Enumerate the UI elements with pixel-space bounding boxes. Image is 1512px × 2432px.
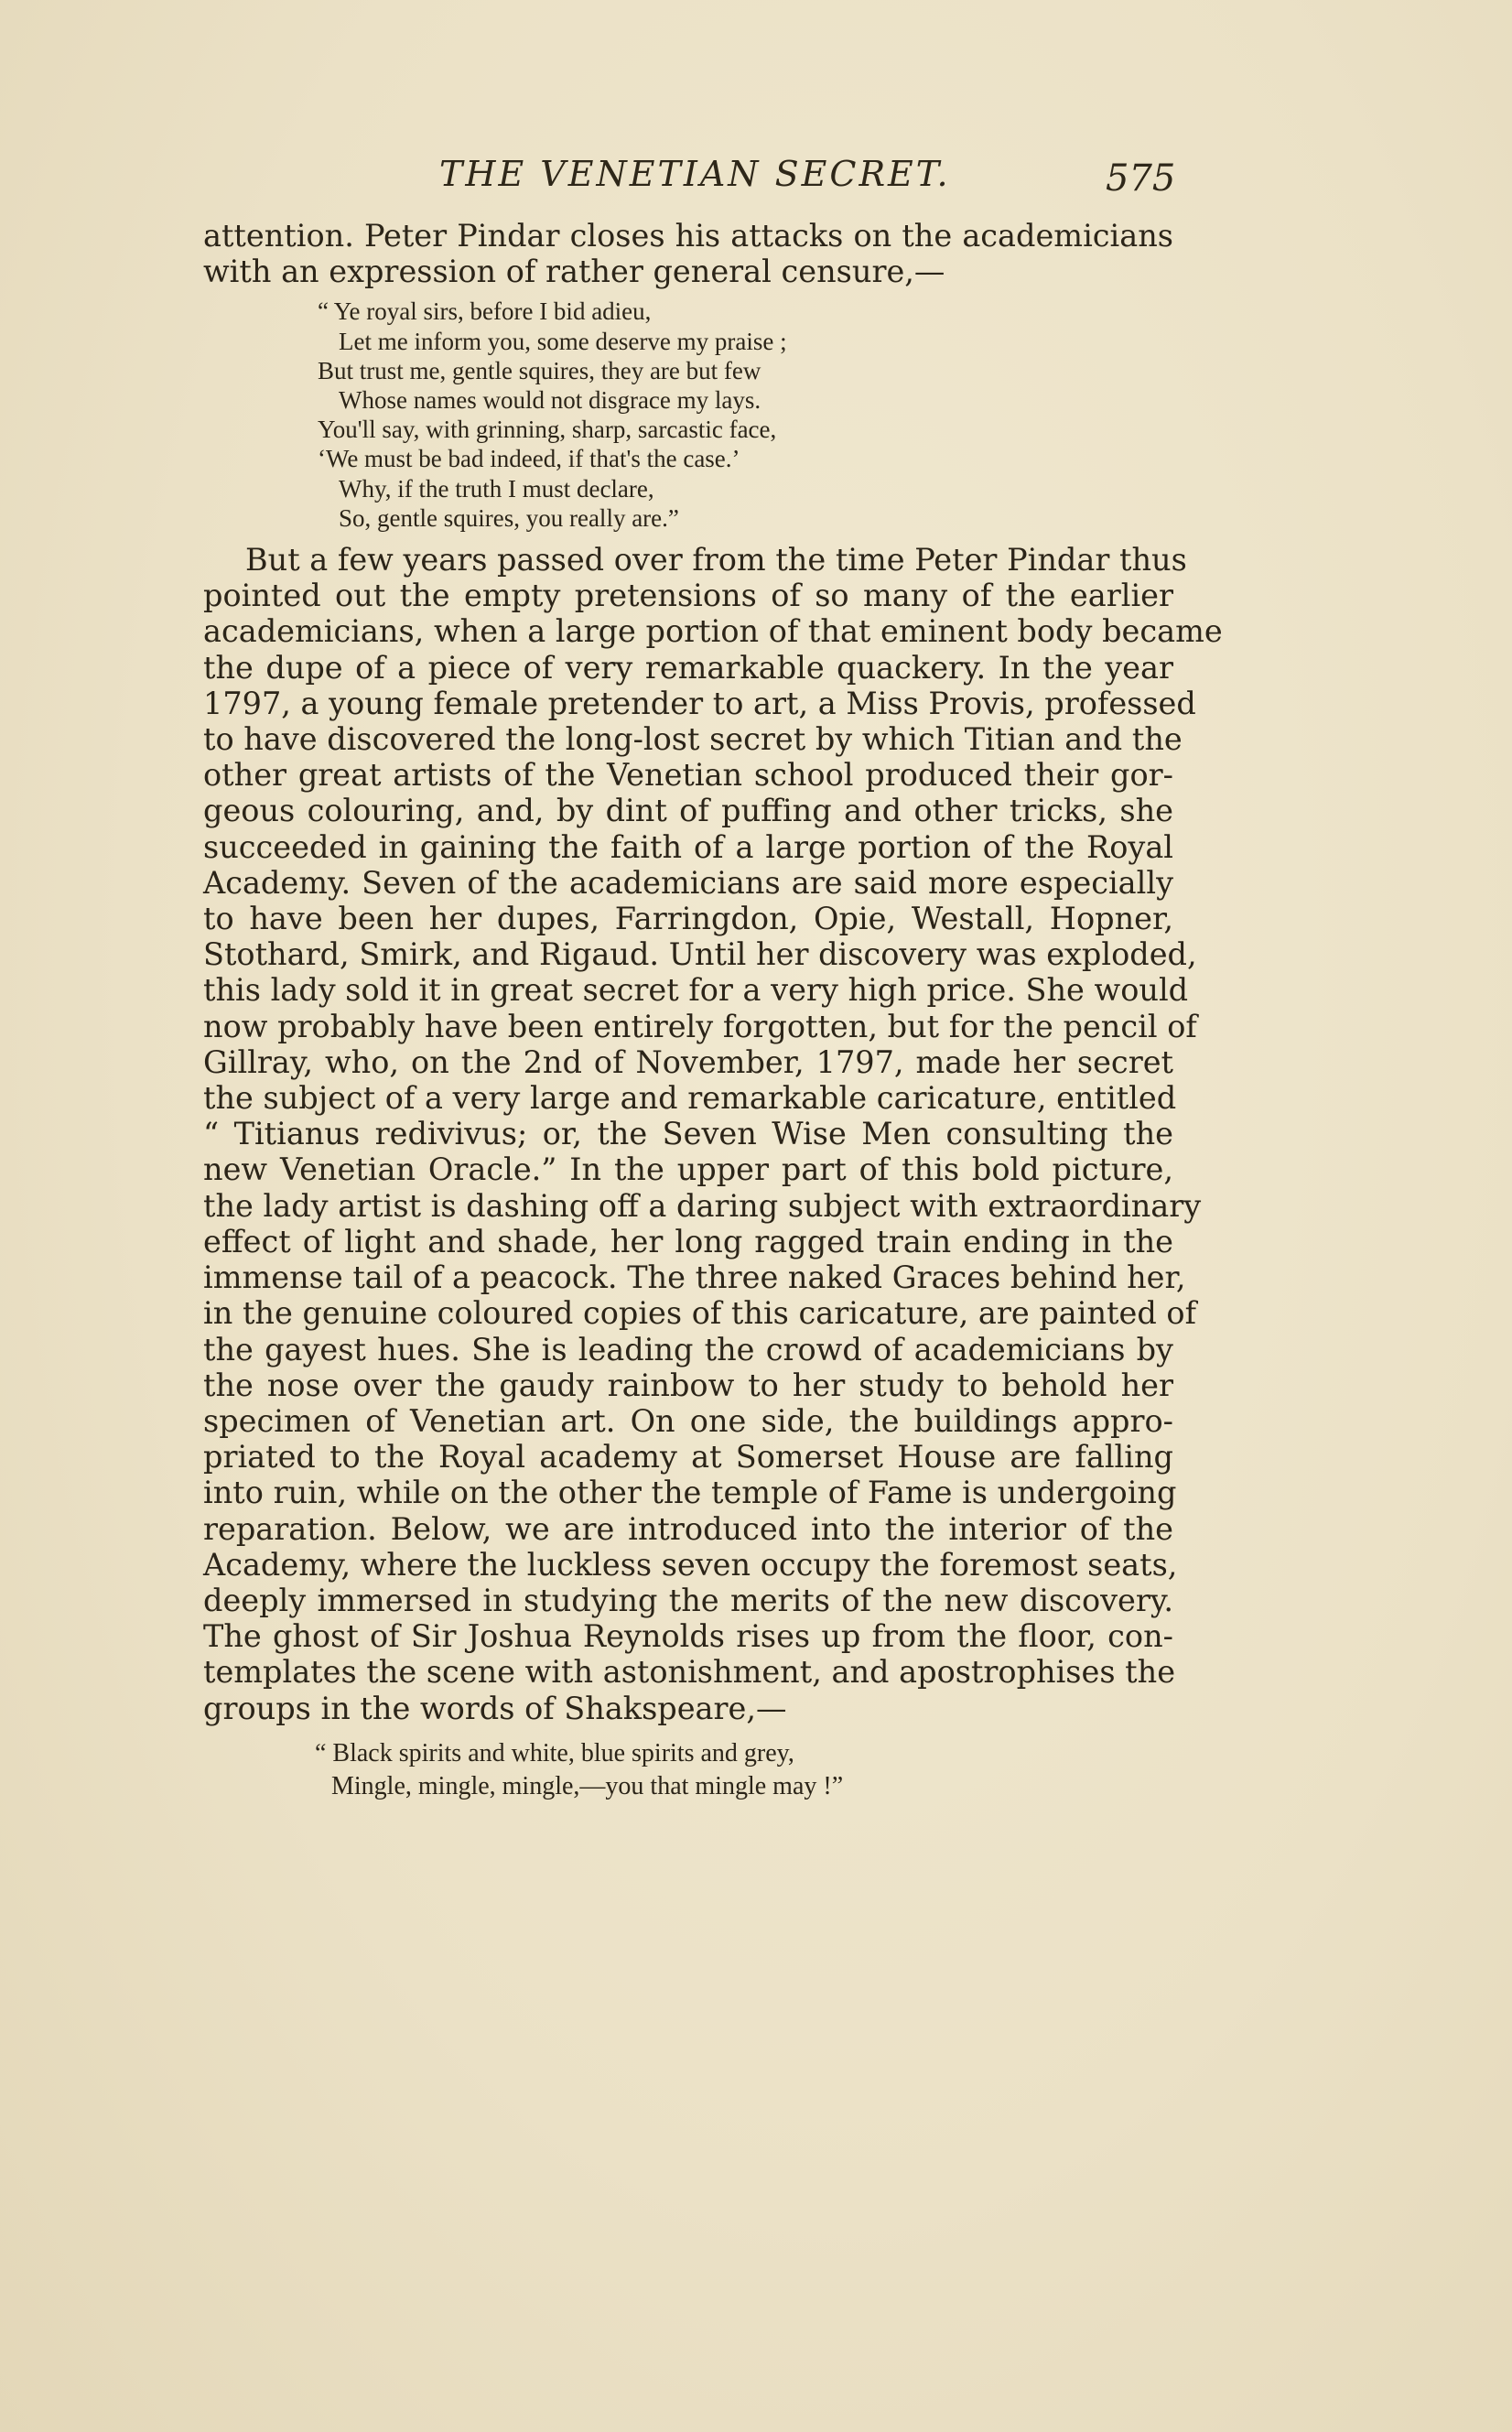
paragraph-line: Academy. Seven of the academicians are said more especially: [203, 864, 1173, 901]
verse-line: So, gentle squires, you really are.”: [339, 503, 679, 532]
verse-line: But trust me, gentle squires, they are but few: [318, 356, 761, 384]
running-head-title: THE VENETIAN SECRET.: [439, 154, 951, 194]
paragraph-line: in the genuine coloured copies of this caricature, are painted of: [203, 1295, 1197, 1332]
page-number: 575: [1106, 157, 1176, 200]
paragraph-line: this lady sold it in great secret for a very high price. She would: [203, 972, 1189, 1009]
paragraph-line: priated to the Royal academy at Somerset House are falling: [203, 1439, 1173, 1475]
paragraph-line: groups in the words of Shakspeare,—: [203, 1690, 787, 1726]
paragraph-line: pointed out the empty pretensions of so many of the earlier: [203, 578, 1173, 614]
intro-line: attention. Peter Pindar closes his attacks on the academicians: [203, 218, 1173, 254]
paragraph-line: Stothard, Smirk, and Rigaud. Until her discovery was exploded,: [203, 936, 1197, 973]
paragraph-line: new Venetian Oracle.” In the upper part of this bold picture,: [203, 1151, 1173, 1188]
verse-line: ‘We must be bad indeed, if that's the case.’: [318, 445, 740, 473]
verse-line: You'll say, with grinning, sharp, sarcastic face,: [318, 416, 777, 444]
verse-line: Why, if the truth I must declare,: [339, 474, 654, 503]
verse-quote-peter-pindar: [318, 297, 1173, 533]
verse-quote-shakspeare: [315, 1737, 1173, 1803]
paragraph-line: the dupe of a piece of very remarkable quackery. In the year: [203, 649, 1173, 686]
paragraph-line: the nose over the gaudy rainbow to her study to behold her: [203, 1367, 1173, 1403]
body-text: [203, 218, 1223, 1803]
paragraph-line: to have been her dupes, Farringdon, Opie, Westall, Hopner,: [203, 901, 1173, 937]
verse-line: “ Ye royal sirs, before I bid adieu,: [318, 297, 652, 326]
paragraph-line: The ghost of Sir Joshua Reynolds rises up from the floor, con-: [203, 1618, 1173, 1655]
verse-line: Let me inform you, some deserve my praise ;: [339, 327, 787, 355]
main-paragraph: [203, 542, 1223, 1726]
paragraph-line: effect of light and shade, her long ragged train ending in the: [203, 1223, 1173, 1259]
paragraph-line: the lady artist is dashing off a daring subject with extraordinary: [203, 1187, 1202, 1224]
paragraph-line: succeeded in gaining the faith of a large portion of the Royal: [203, 828, 1173, 865]
paragraph-line: Gillray, who, on the 2nd of November, 1797, made her secret: [203, 1043, 1173, 1080]
paragraph-line: But a few years passed over from the time Peter Pindar thus: [245, 542, 1187, 578]
paragraph-line: geous colouring, and, by dint of puffing and other tricks, she: [203, 793, 1173, 829]
verse-line: Mingle, mingle, mingle,—you that mingle may !”: [331, 1771, 844, 1800]
paragraph-line: the gayest hues. She is leading the crowd of academicians by: [203, 1331, 1173, 1367]
paragraph-line: templates the scene with astonishment, and apostrophises the: [203, 1654, 1176, 1691]
verse-line: “ Black spirits and white, blue spirits and grey,: [315, 1738, 794, 1767]
paragraph-line: the subject of a very large and remarkable caricature, entitled: [203, 1080, 1177, 1117]
paragraph-line: other great artists of the Venetian school produced their gor-: [203, 757, 1173, 794]
paragraph-line: reparation. Below, we are introduced into the interior of the: [203, 1510, 1173, 1547]
paragraph-line: specimen of Venetian art. On one side, the buildings appro-: [203, 1402, 1173, 1439]
paragraph-line: deeply immersed in studying the merits of the new discovery.: [203, 1582, 1173, 1618]
paragraph-line: into ruin, while on the other the temple of Fame is undergoing: [203, 1475, 1177, 1511]
paragraph-line: to have discovered the long-lost secret by which Titian and the: [203, 721, 1183, 758]
intro-line: with an expression of rather general censure,—: [203, 254, 945, 290]
paragraph-line: Academy, where the luckless seven occupy the foremost seats,: [203, 1546, 1178, 1583]
paragraph-line: 1797, a young female pretender to art, a Miss Provis, professed: [203, 685, 1196, 721]
paragraph-line: academicians, when a large portion of that eminent body became: [203, 613, 1223, 650]
paragraph-line: immense tail of a peacock. The three naked Graces behind her,: [203, 1259, 1186, 1296]
paragraph-line: “ Titianus redivivus; or, the Seven Wise Men consulting the: [203, 1116, 1173, 1152]
verse-line: Whose names would not disgrace my lays.: [339, 386, 761, 415]
paragraph-line: now probably have been entirely forgotten, but for the pencil of: [203, 1008, 1197, 1044]
